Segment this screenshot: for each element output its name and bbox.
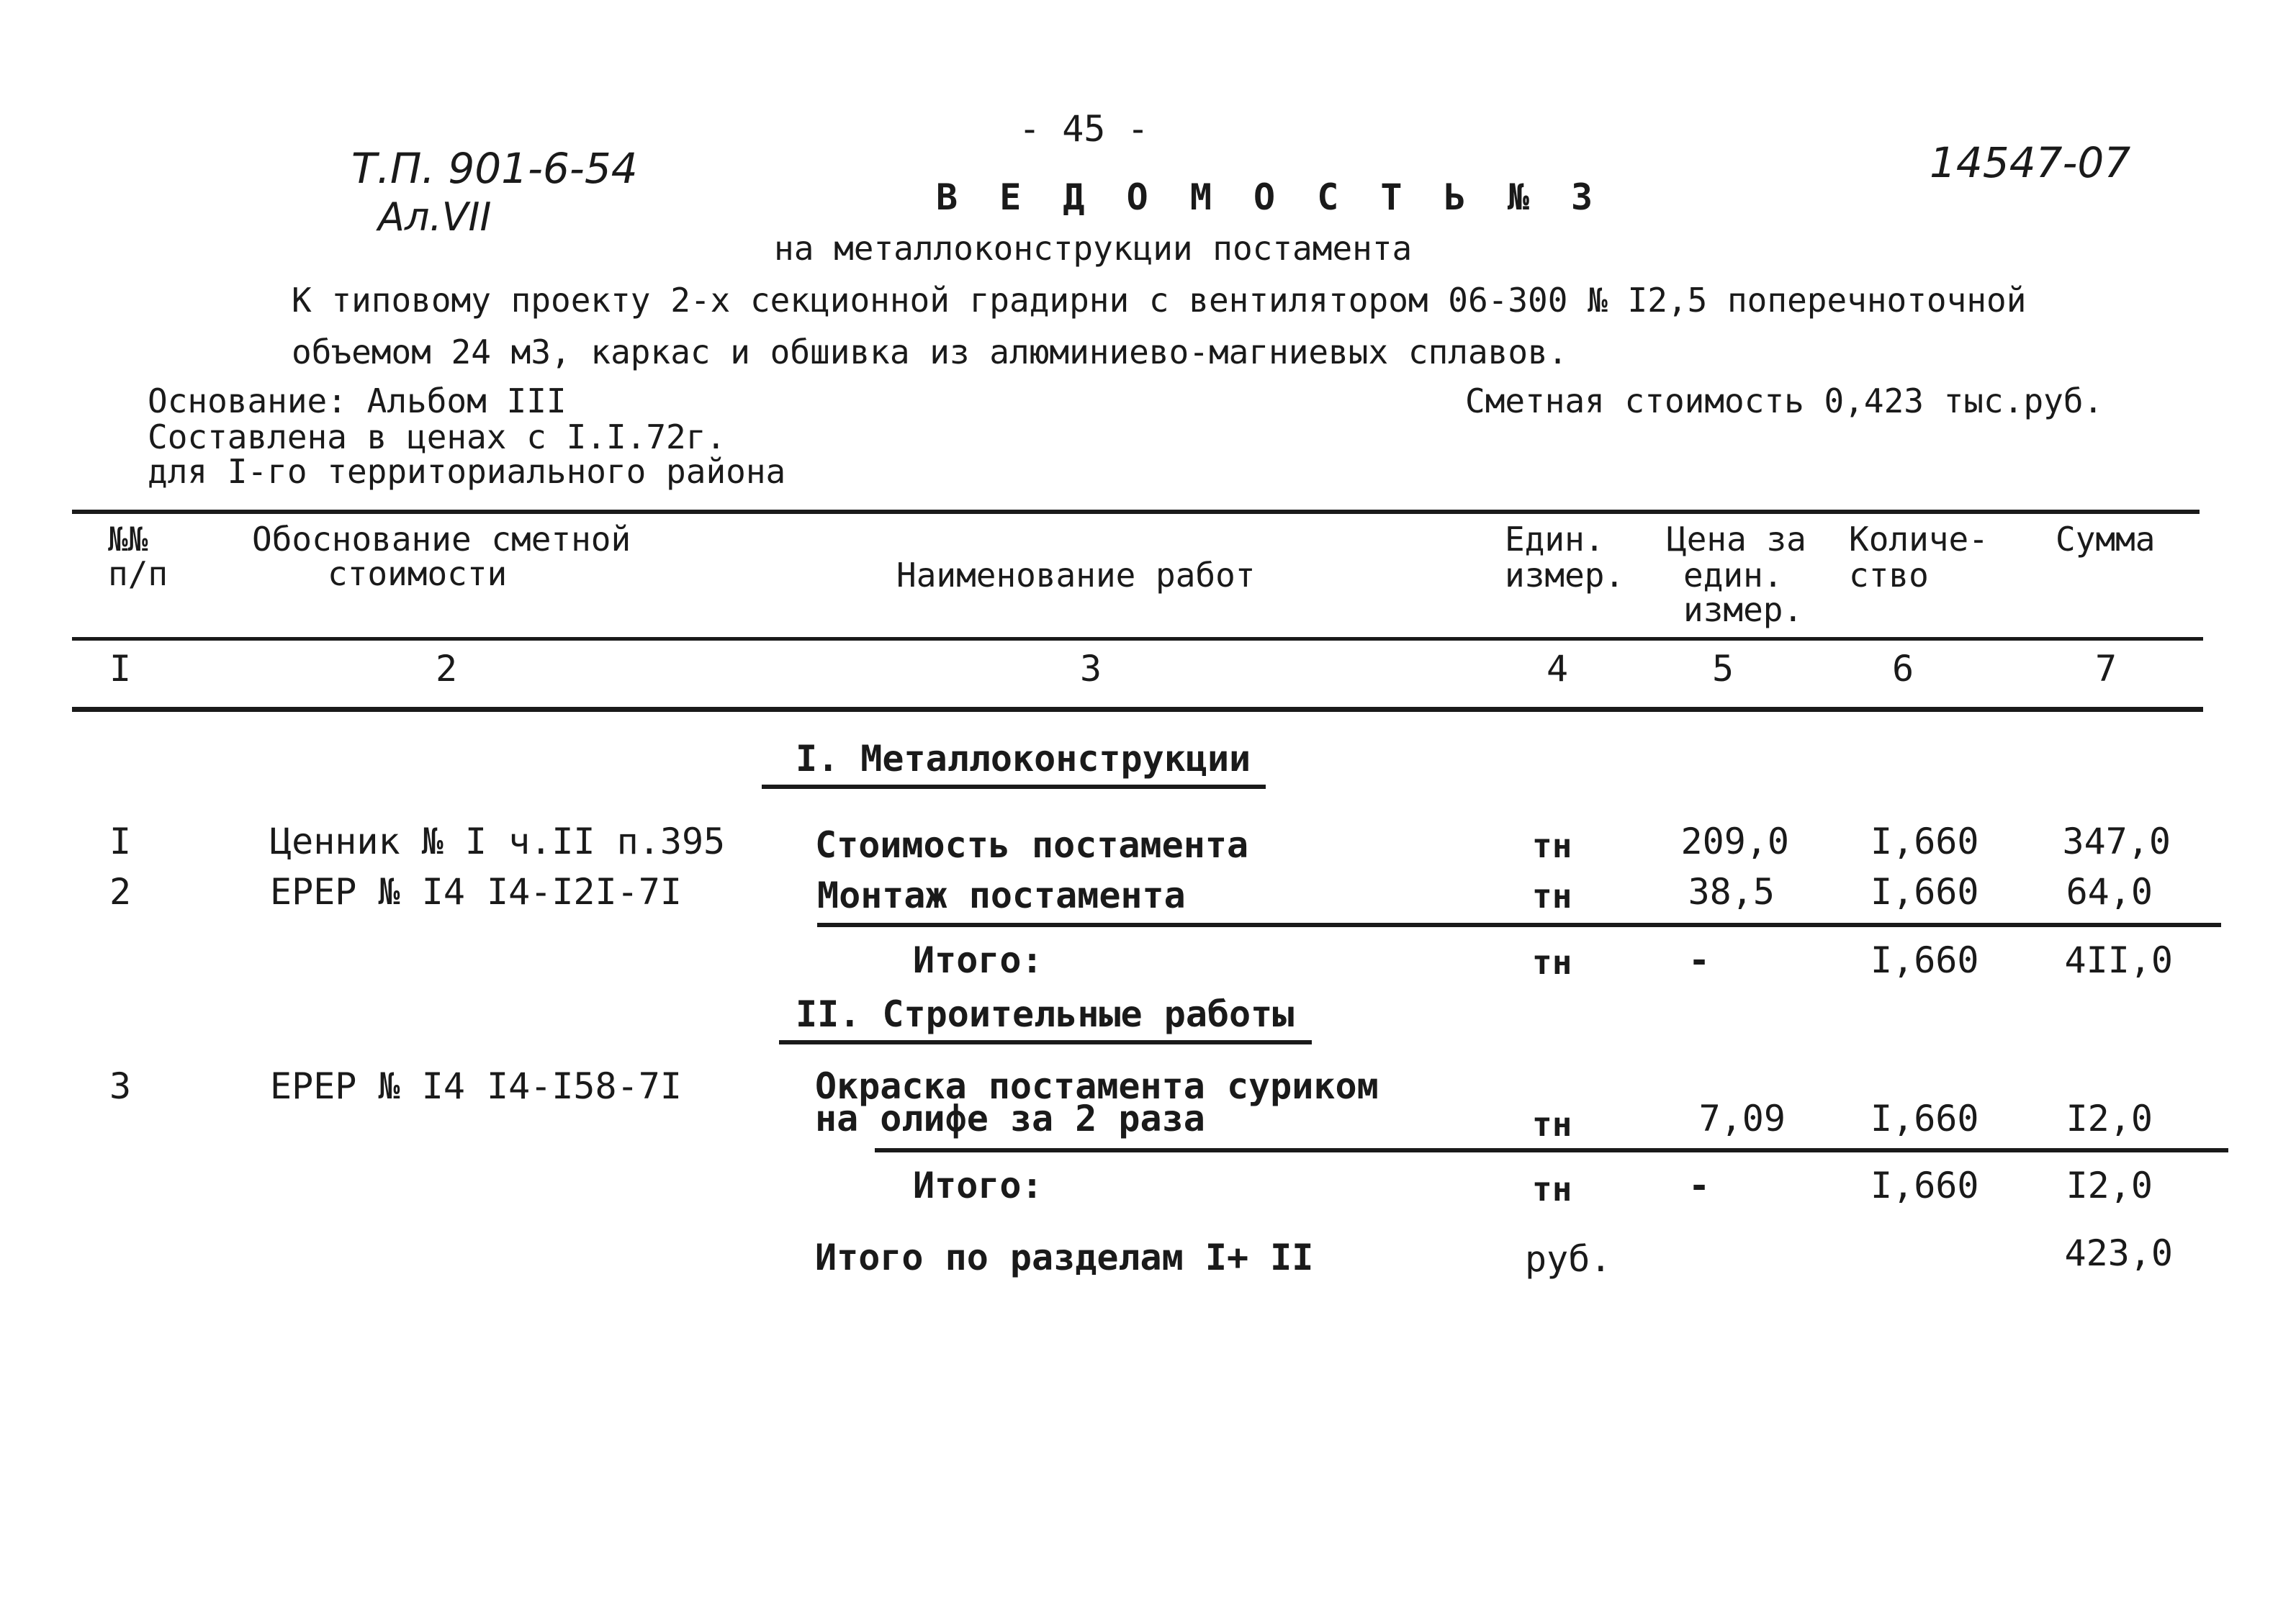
- row-2-unit: тн: [1532, 877, 1572, 916]
- header-bottom-rule: [72, 637, 2203, 641]
- section-1-underline: [762, 785, 1266, 789]
- table-top-rule: [72, 510, 2200, 514]
- header-price-sub2: измер.: [1683, 590, 1804, 629]
- subtotal-2-rule: [875, 1148, 2228, 1152]
- grand-total-unit: руб.: [1525, 1238, 1612, 1280]
- row-1-name: Стоимость постамента: [815, 824, 1249, 866]
- col-number-7: 7: [2095, 648, 2117, 690]
- subtotal-2-qty: I,660: [1870, 1165, 1979, 1206]
- row-1-qty: I,660: [1870, 821, 1979, 862]
- col-number-4: 4: [1547, 648, 1569, 690]
- col-number-1: I: [109, 648, 132, 690]
- row-3-name-line-1: Окраска постамента суриком: [815, 1065, 1379, 1107]
- header-basis: Обоснование сметной: [252, 520, 631, 559]
- grand-total-label: Итого по разделам I+ II: [815, 1237, 1314, 1278]
- row-3-unit: тн: [1532, 1105, 1572, 1144]
- header-work-name: Наименование работ: [896, 556, 1256, 595]
- basis-prices-date: Составлена в ценах с I.I.72г.: [148, 417, 726, 456]
- subtotal-2-label: Итого:: [913, 1165, 1043, 1206]
- row-1-unit: тн: [1532, 826, 1572, 865]
- section-2-title: II. Строительные работы: [796, 993, 1295, 1035]
- row-3-name-line-2: на олифе за 2 раза: [815, 1098, 1205, 1139]
- description-line-2: объемом 24 м3, каркас и обшивка из алюминиево-магниевых сплавов.: [292, 333, 1568, 371]
- page-number: - 45 -: [1019, 108, 1149, 150]
- header-num-sub: п/п: [108, 554, 168, 593]
- grand-total-sum: 423,0: [2064, 1232, 2173, 1274]
- subtotal-2-unit: тн: [1532, 1170, 1572, 1209]
- document-title: В Е Д О М О С Т Ь № 3: [936, 176, 1603, 218]
- album-stamp: Ал.VII: [378, 194, 492, 240]
- header-basis-sub: стоимости: [328, 554, 508, 593]
- row-3-price: 7,09: [1698, 1098, 1786, 1139]
- description-line-1: К типовому проекту 2-х секционной градирни с вентилятором 06-300 № I2,5 поперечноточной: [292, 281, 2027, 320]
- subtotal-2-price: -: [1688, 1165, 1711, 1206]
- basis-album: Основание: Альбом III: [148, 382, 567, 420]
- column-numbers-bottom-rule: [72, 707, 2203, 712]
- row-2-sum: 64,0: [2066, 871, 2153, 913]
- col-number-5: 5: [1712, 648, 1734, 690]
- project-code-stamp: Т.П. 901-6-54: [351, 144, 638, 193]
- section-1-title: I. Металлоконструкции: [796, 738, 1251, 780]
- subtotal-1-sum: 4II,0: [2064, 939, 2173, 981]
- row-2-qty: I,660: [1870, 871, 1979, 913]
- header-price: Цена за: [1667, 520, 1806, 559]
- section-2-underline: [779, 1040, 1312, 1044]
- header-price-sub1: един.: [1683, 556, 1783, 595]
- basis-territory: для I-го территориального района: [148, 452, 786, 491]
- header-sum: Сумма: [2056, 520, 2156, 559]
- archive-number-stamp: 14547-07: [1930, 138, 2131, 187]
- header-qty-sub: ство: [1849, 556, 1929, 595]
- row-3-basis: ЕРЕР № I4 I4-I58-7I: [270, 1065, 682, 1107]
- col-number-3: 3: [1080, 648, 1102, 690]
- row-2-price: 38,5: [1688, 871, 1775, 913]
- row-3-sum: I2,0: [2066, 1098, 2153, 1139]
- subtotal-1-rule: [817, 923, 2221, 927]
- row-2-name: Монтаж постамента: [817, 875, 1186, 916]
- subtotal-1-qty: I,660: [1870, 939, 1979, 981]
- row-1-sum: 347,0: [2062, 821, 2171, 862]
- row-1-num: I: [109, 821, 132, 862]
- col-number-2: 2: [436, 648, 458, 690]
- document-subtitle: на металлоконструкции постамента: [774, 229, 1413, 268]
- header-unit-sub: измер.: [1505, 556, 1625, 595]
- subtotal-2-sum: I2,0: [2066, 1165, 2153, 1206]
- row-3-qty: I,660: [1870, 1098, 1979, 1139]
- header-num: №№: [108, 520, 148, 559]
- subtotal-1-label: Итого:: [913, 939, 1043, 981]
- col-number-6: 6: [1892, 648, 1914, 690]
- row-2-num: 2: [109, 871, 132, 913]
- header-qty: Количе-: [1849, 520, 1989, 559]
- row-1-basis: Ценник № I ч.II п.395: [270, 821, 726, 862]
- row-1-price: 209,0: [1680, 821, 1789, 862]
- subtotal-1-price: -: [1688, 939, 1711, 981]
- row-2-basis: ЕРЕР № I4 I4-I2I-7I: [270, 871, 682, 913]
- header-unit: Един.: [1505, 520, 1605, 559]
- estimate-cost: Сметная стоимость 0,423 тыс.руб.: [1465, 382, 2104, 420]
- subtotal-1-unit: тн: [1532, 943, 1572, 982]
- row-3-num: 3: [109, 1065, 132, 1107]
